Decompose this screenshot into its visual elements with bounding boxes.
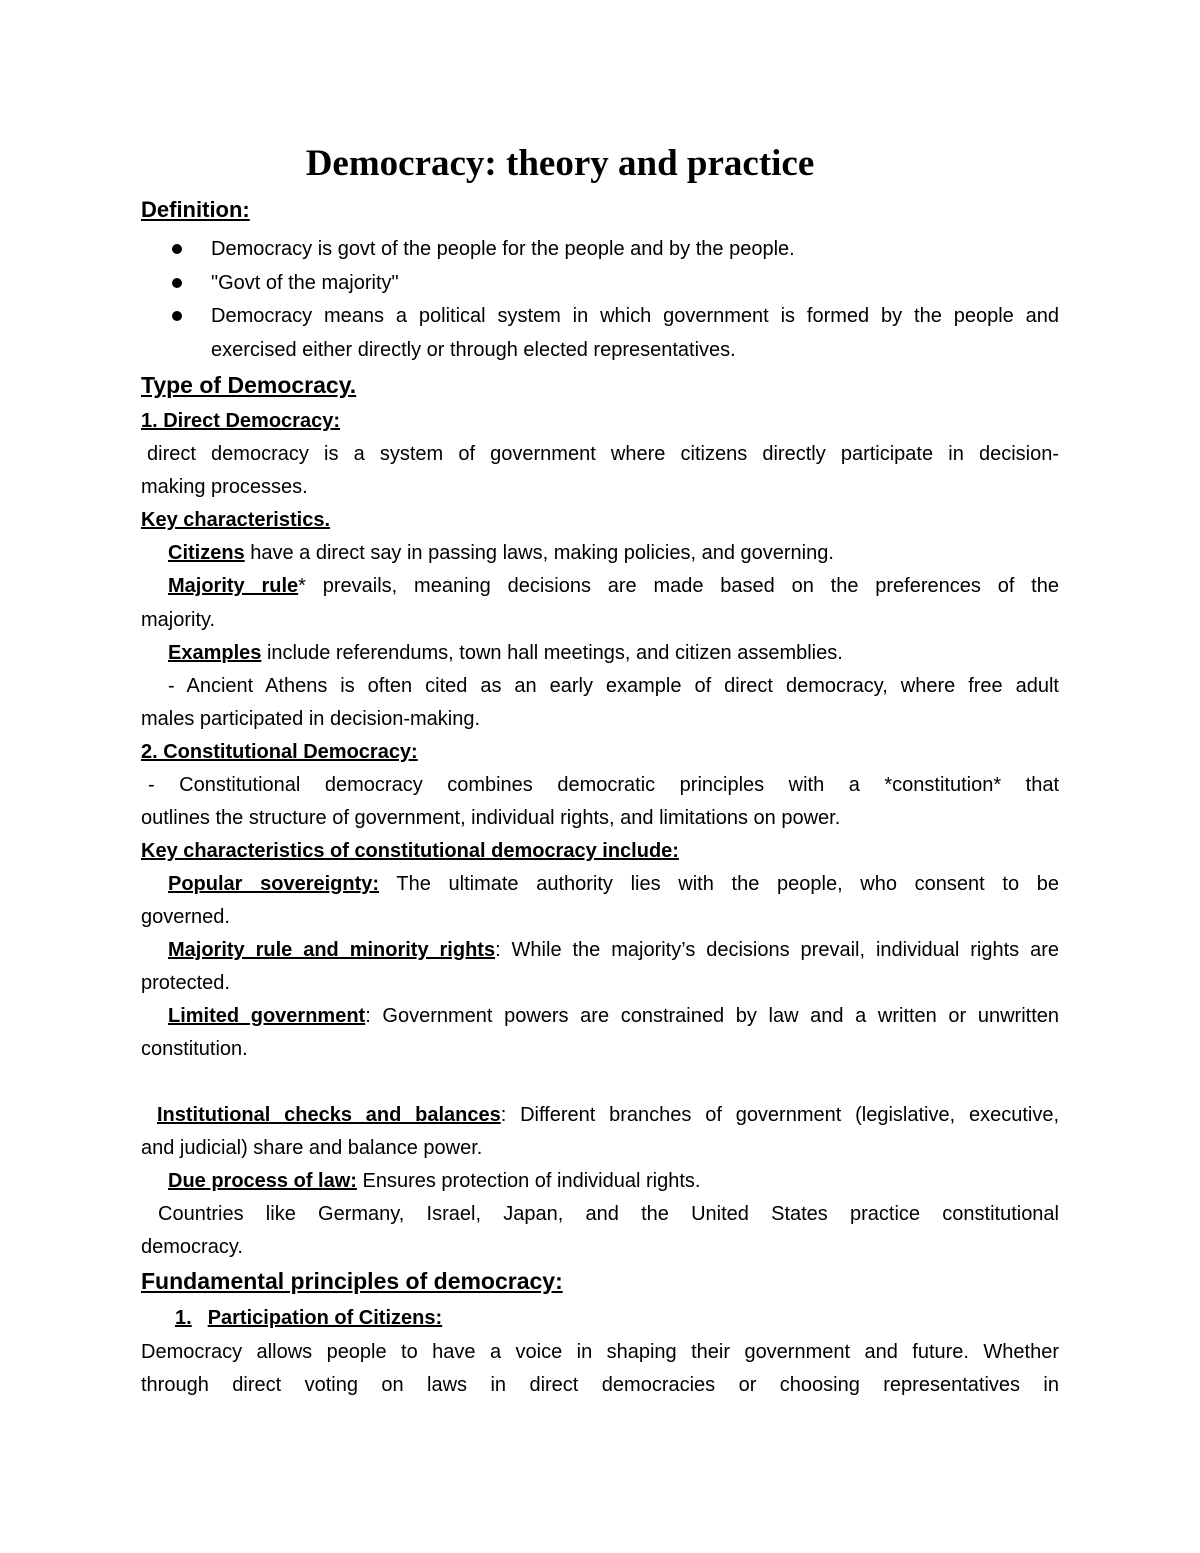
definition-bullet-3: Democracy means a political system in which government is formed by the people and (211, 305, 1059, 327)
minority-line (168, 937, 1059, 963)
direct-democracy-heading: 1. Direct Democracy: (141, 410, 340, 432)
checks-line (157, 1102, 1059, 1128)
due-process-label: Due process of law: (168, 1170, 357, 1192)
majority-label: Majority rule (168, 575, 299, 597)
definition-bullet-2: "Govt of the majority" (211, 272, 399, 294)
popular-label: Popular sovereignty: (168, 873, 380, 895)
checks-label: Institutional checks and balances (157, 1104, 501, 1126)
athens-line-1: - Ancient Athens is often cited as an early example of direct democracy, where free adult (168, 675, 1059, 697)
principle-item-1 (175, 1305, 1059, 1331)
constitutional-democracy-heading: 2. Constitutional Democracy: (141, 741, 418, 763)
checks-text: : Different branches of government (legislative, executive, (500, 1104, 1060, 1126)
majority-line-2: majority. (141, 609, 216, 631)
examples-label: Examples (168, 642, 262, 664)
examples-line (168, 640, 1059, 666)
definition-bullet-1: Democracy is govt of the people for the people and by the people. (211, 238, 795, 260)
direct-key-heading: Key characteristics. (141, 509, 331, 531)
athens-line-2: males participated in decision-making. (141, 708, 481, 730)
due-process-line (168, 1168, 1059, 1194)
types-heading: Type of Democracy. (141, 372, 357, 398)
bullet-dot (172, 278, 182, 288)
constitutional-line-1: - Constitutional democracy combines democratic principles with a *constitution* that (148, 774, 1059, 796)
countries-line-2: democracy. (141, 1236, 243, 1258)
popular-line (168, 871, 1059, 897)
limited-text: : Government powers are constrained by law and a written or unwritten (365, 1005, 1059, 1027)
principle-item-1-number: 1. (175, 1307, 192, 1329)
due-process-text: Ensures protection of individual rights. (356, 1170, 701, 1192)
principles-paragraph-line-2: through direct voting on laws in direct democracies or choosing representatives in (141, 1374, 1059, 1396)
bullet-dot (172, 244, 182, 254)
definition-heading: Definition: (141, 197, 250, 222)
principle-item-1-heading: Participation of Citizens: (207, 1307, 443, 1329)
checks-line-2: and judicial) share and balance power. (141, 1137, 483, 1159)
citizens-line (168, 540, 1059, 566)
page-title: Democracy: theory and practice (305, 143, 815, 184)
minority-line-2: protected. (141, 972, 230, 994)
bullet-dot (172, 311, 182, 321)
majority-line (168, 573, 1059, 599)
limited-line (168, 1003, 1059, 1029)
definition-bullet-3-cont: exercised either directly or through elected representatives. (211, 339, 736, 361)
citizens-label: Citizens (168, 542, 245, 564)
popular-line-2: governed. (141, 906, 230, 928)
minority-label: Majority rule and minority rights (168, 939, 496, 961)
direct-definition-line-2: making processes. (141, 476, 308, 498)
constitutional-line-2: outlines the structure of government, individual rights, and limitations on power. (141, 807, 841, 829)
citizens-text: have a direct say in passing laws, making policies, and governing. (244, 542, 834, 564)
popular-text: The ultimate authority lies with the people, who consent to be (379, 873, 1060, 895)
minority-text: : While the majority’s decisions prevail, individual rights are (495, 939, 1059, 961)
constitutional-key-heading: Key characteristics of constitutional democracy include: (141, 840, 679, 862)
direct-definition-line-1: direct democracy is a system of government where citizens directly participate in decision- (147, 443, 1059, 465)
principles-heading: Fundamental principles of democracy: (141, 1268, 563, 1294)
countries-line-1: Countries like Germany, Israel, Japan, and the United States practice constitutional (158, 1203, 1059, 1225)
limited-label: Limited government (168, 1005, 366, 1027)
examples-text: include referendums, town hall meetings, and citizen assemblies. (261, 642, 843, 664)
principles-paragraph-line-1: Democracy allows people to have a voice in shaping their government and future. Whether (141, 1341, 1059, 1363)
majority-text: * prevails, meaning decisions are made based on the preferences of the (298, 575, 1059, 597)
limited-line-2: constitution. (141, 1038, 248, 1060)
